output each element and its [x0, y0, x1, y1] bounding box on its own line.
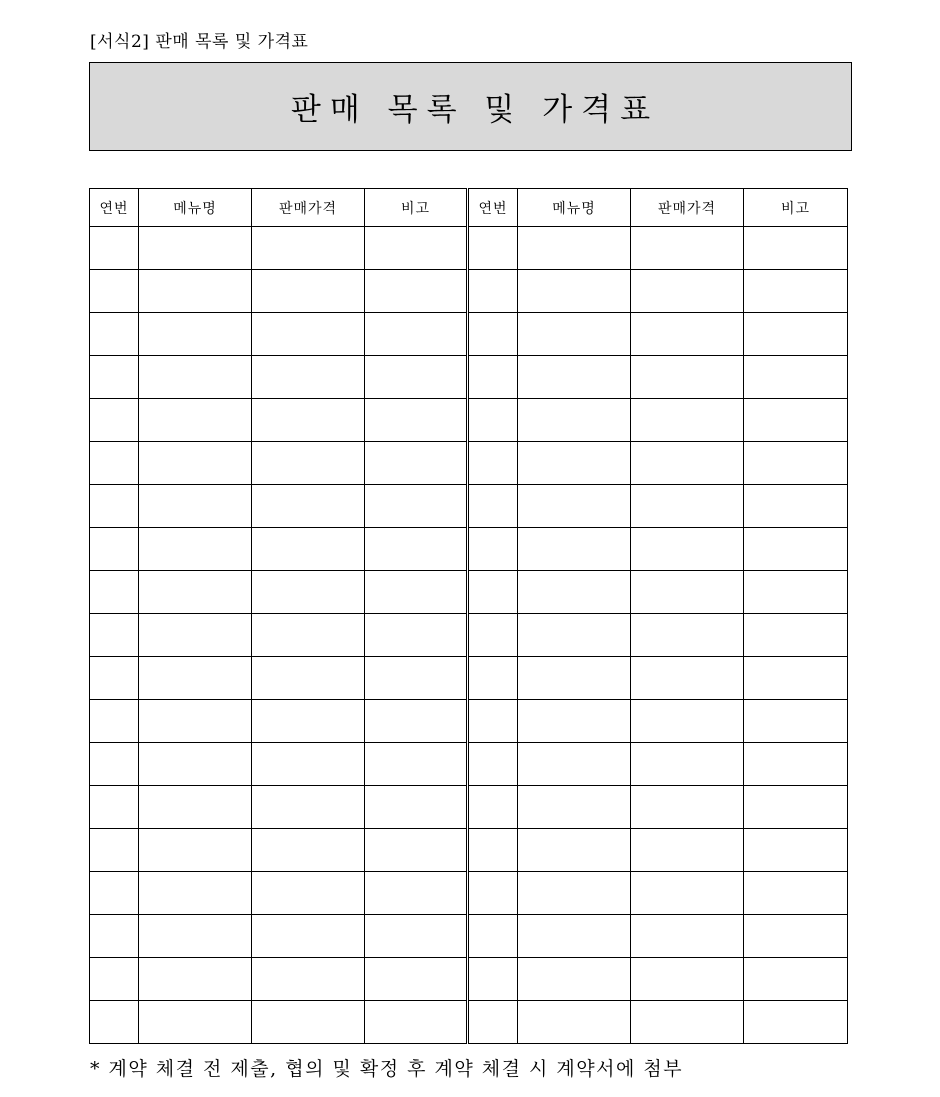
cell-menu-name-left[interactable] — [139, 958, 252, 1001]
cell-remarks-left[interactable] — [365, 227, 468, 270]
cell-sale-price-right[interactable] — [631, 614, 744, 657]
cell-serial-left[interactable] — [90, 485, 139, 528]
table-row — [90, 399, 848, 442]
table-row — [90, 1001, 848, 1044]
cell-sale-price-left[interactable] — [252, 743, 365, 786]
cell-sale-price-left[interactable] — [252, 829, 365, 872]
cell-remarks-left[interactable] — [365, 528, 468, 571]
cell-remarks-left[interactable] — [365, 786, 468, 829]
cell-menu-name-left[interactable] — [139, 485, 252, 528]
cell-menu-name-left[interactable] — [139, 614, 252, 657]
cell-menu-name-right[interactable] — [518, 399, 631, 442]
table-row — [90, 786, 848, 829]
cell-menu-name-right[interactable] — [518, 657, 631, 700]
cell-sale-price-right[interactable] — [631, 399, 744, 442]
cell-menu-name-left[interactable] — [139, 872, 252, 915]
cell-remarks-right[interactable] — [744, 313, 848, 356]
cell-serial-right[interactable] — [468, 227, 518, 270]
cell-serial-left[interactable] — [90, 227, 139, 270]
cell-sale-price-right[interactable] — [631, 270, 744, 313]
cell-remarks-right[interactable] — [744, 829, 848, 872]
cell-remarks-left[interactable] — [365, 614, 468, 657]
cell-serial-left[interactable] — [90, 700, 139, 743]
cell-menu-name-left[interactable] — [139, 227, 252, 270]
table-row — [90, 657, 848, 700]
cell-menu-name-left[interactable] — [139, 829, 252, 872]
cell-serial-right[interactable] — [468, 313, 518, 356]
cell-sale-price-left[interactable] — [252, 528, 365, 571]
cell-remarks-left[interactable] — [365, 313, 468, 356]
page-title: 판매 목록 및 가격표 — [290, 92, 660, 128]
header-serial-right: 연번 — [468, 189, 518, 227]
table-row — [90, 227, 848, 270]
sales-price-table — [89, 188, 848, 1044]
cell-menu-name-left[interactable] — [139, 571, 252, 614]
cell-remarks-right[interactable] — [744, 227, 848, 270]
cell-serial-left[interactable] — [90, 356, 139, 399]
cell-sale-price-right[interactable] — [631, 313, 744, 356]
cell-sale-price-left[interactable] — [252, 657, 365, 700]
cell-serial-left[interactable] — [90, 528, 139, 571]
cell-serial-left[interactable] — [90, 614, 139, 657]
cell-remarks-left[interactable] — [365, 872, 468, 915]
table-row — [90, 915, 848, 958]
cell-menu-name-left[interactable] — [139, 528, 252, 571]
cell-menu-name-right[interactable] — [518, 872, 631, 915]
cell-sale-price-left[interactable] — [252, 399, 365, 442]
cell-serial-left[interactable] — [90, 1001, 139, 1044]
table-row — [90, 829, 848, 872]
footnote: * 계약 체결 전 제출, 협의 및 확정 후 계약 체결 시 계약서에 첨부 — [90, 1058, 684, 1080]
cell-serial-right[interactable] — [468, 657, 518, 700]
cell-remarks-left[interactable] — [365, 442, 468, 485]
cell-remarks-right[interactable] — [744, 958, 848, 1001]
cell-menu-name-right[interactable] — [518, 614, 631, 657]
cell-serial-right[interactable] — [468, 1001, 518, 1044]
cell-sale-price-right[interactable] — [631, 485, 744, 528]
cell-serial-left[interactable] — [90, 399, 139, 442]
cell-sale-price-right[interactable] — [631, 1001, 744, 1044]
cell-sale-price-left[interactable] — [252, 786, 365, 829]
header-remarks-right: 비고 — [744, 189, 848, 227]
cell-serial-left[interactable] — [90, 313, 139, 356]
cell-sale-price-right[interactable] — [631, 700, 744, 743]
table-body — [90, 227, 848, 1044]
cell-serial-right[interactable] — [468, 399, 518, 442]
cell-serial-left[interactable] — [90, 786, 139, 829]
cell-sale-price-left[interactable] — [252, 1001, 365, 1044]
cell-sale-price-left[interactable] — [252, 442, 365, 485]
cell-sale-price-right[interactable] — [631, 872, 744, 915]
cell-menu-name-right[interactable] — [518, 313, 631, 356]
table-row — [90, 313, 848, 356]
cell-menu-name-right[interactable] — [518, 1001, 631, 1044]
table-row — [90, 485, 848, 528]
cell-remarks-left[interactable] — [365, 657, 468, 700]
cell-sale-price-right[interactable] — [631, 227, 744, 270]
header-serial-left: 연번 — [90, 189, 139, 227]
cell-menu-name-left[interactable] — [139, 743, 252, 786]
table-row — [90, 700, 848, 743]
cell-sale-price-right[interactable] — [631, 657, 744, 700]
cell-sale-price-left[interactable] — [252, 571, 365, 614]
cell-menu-name-right[interactable] — [518, 485, 631, 528]
cell-sale-price-right[interactable] — [631, 829, 744, 872]
cell-serial-right[interactable] — [468, 528, 518, 571]
cell-menu-name-right[interactable] — [518, 528, 631, 571]
cell-menu-name-left[interactable] — [139, 1001, 252, 1044]
cell-remarks-right[interactable] — [744, 356, 848, 399]
cell-remarks-left[interactable] — [365, 1001, 468, 1044]
cell-sale-price-right[interactable] — [631, 442, 744, 485]
cell-sale-price-right[interactable] — [631, 743, 744, 786]
cell-menu-name-right[interactable] — [518, 270, 631, 313]
cell-sale-price-left[interactable] — [252, 872, 365, 915]
table-row — [90, 270, 848, 313]
cell-remarks-left[interactable] — [365, 485, 468, 528]
cell-serial-right[interactable] — [468, 786, 518, 829]
cell-sale-price-right[interactable] — [631, 528, 744, 571]
cell-sale-price-left[interactable] — [252, 313, 365, 356]
cell-serial-right[interactable] — [468, 700, 518, 743]
cell-remarks-right[interactable] — [744, 485, 848, 528]
table-row — [90, 958, 848, 1001]
cell-serial-left[interactable] — [90, 915, 139, 958]
cell-serial-right[interactable] — [468, 958, 518, 1001]
cell-menu-name-left[interactable] — [139, 700, 252, 743]
cell-remarks-right[interactable] — [744, 399, 848, 442]
cell-serial-left[interactable] — [90, 872, 139, 915]
cell-remarks-right[interactable] — [744, 657, 848, 700]
cell-remarks-right[interactable] — [744, 872, 848, 915]
cell-remarks-left[interactable] — [365, 915, 468, 958]
cell-serial-right[interactable] — [468, 829, 518, 872]
cell-remarks-left[interactable] — [365, 399, 468, 442]
cell-menu-name-left[interactable] — [139, 442, 252, 485]
cell-serial-left[interactable] — [90, 958, 139, 1001]
cell-menu-name-right[interactable] — [518, 356, 631, 399]
header-menu-name-left: 메뉴명 — [139, 189, 252, 227]
header-sale-price-left: 판매가격 — [252, 189, 365, 227]
cell-serial-right[interactable] — [468, 872, 518, 915]
cell-remarks-right[interactable] — [744, 270, 848, 313]
cell-serial-left[interactable] — [90, 442, 139, 485]
cell-sale-price-left[interactable] — [252, 700, 365, 743]
cell-remarks-left[interactable] — [365, 270, 468, 313]
cell-serial-right[interactable] — [468, 485, 518, 528]
cell-serial-right[interactable] — [468, 614, 518, 657]
cell-remarks-left[interactable] — [365, 571, 468, 614]
table-row — [90, 614, 848, 657]
cell-remarks-left[interactable] — [365, 958, 468, 1001]
cell-remarks-right[interactable] — [744, 571, 848, 614]
cell-sale-price-right[interactable] — [631, 786, 744, 829]
cell-sale-price-right[interactable] — [631, 915, 744, 958]
cell-menu-name-right[interactable] — [518, 227, 631, 270]
cell-serial-right[interactable] — [468, 270, 518, 313]
cell-serial-left[interactable] — [90, 571, 139, 614]
cell-menu-name-right[interactable] — [518, 786, 631, 829]
cell-menu-name-left[interactable] — [139, 356, 252, 399]
header-remarks-left: 비고 — [365, 189, 468, 227]
cell-serial-right[interactable] — [468, 915, 518, 958]
cell-sale-price-left[interactable] — [252, 485, 365, 528]
cell-remarks-left[interactable] — [365, 829, 468, 872]
cell-menu-name-left[interactable] — [139, 399, 252, 442]
cell-menu-name-right[interactable] — [518, 829, 631, 872]
cell-remarks-left[interactable] — [365, 356, 468, 399]
cell-remarks-left[interactable] — [365, 700, 468, 743]
table-row — [90, 442, 848, 485]
cell-remarks-right[interactable] — [744, 743, 848, 786]
cell-sale-price-right[interactable] — [631, 958, 744, 1001]
table-row — [90, 872, 848, 915]
cell-serial-right[interactable] — [468, 356, 518, 399]
cell-sale-price-left[interactable] — [252, 614, 365, 657]
cell-serial-left[interactable] — [90, 829, 139, 872]
cell-menu-name-left[interactable] — [139, 313, 252, 356]
table-header-row — [90, 189, 848, 227]
cell-menu-name-right[interactable] — [518, 915, 631, 958]
cell-serial-left[interactable] — [90, 270, 139, 313]
table-row — [90, 356, 848, 399]
cell-sale-price-left[interactable] — [252, 958, 365, 1001]
cell-remarks-right[interactable] — [744, 915, 848, 958]
cell-menu-name-left[interactable] — [139, 915, 252, 958]
cell-remarks-right[interactable] — [744, 614, 848, 657]
table-row — [90, 743, 848, 786]
form-label: [서식2] 판매 목록 및 가격표 — [90, 32, 309, 52]
header-sale-price-right: 판매가격 — [631, 189, 744, 227]
table-row — [90, 528, 848, 571]
cell-serial-right[interactable] — [468, 571, 518, 614]
cell-remarks-right[interactable] — [744, 700, 848, 743]
cell-menu-name-right[interactable] — [518, 571, 631, 614]
header-menu-name-right: 메뉴명 — [518, 189, 631, 227]
cell-remarks-right[interactable] — [744, 1001, 848, 1044]
cell-menu-name-right[interactable] — [518, 743, 631, 786]
cell-sale-price-left[interactable] — [252, 270, 365, 313]
cell-menu-name-right[interactable] — [518, 958, 631, 1001]
cell-sale-price-left[interactable] — [252, 356, 365, 399]
cell-remarks-right[interactable] — [744, 528, 848, 571]
cell-menu-name-right[interactable] — [518, 700, 631, 743]
cell-menu-name-left[interactable] — [139, 786, 252, 829]
table-row — [90, 571, 848, 614]
cell-serial-left[interactable] — [90, 743, 139, 786]
cell-remarks-right[interactable] — [744, 786, 848, 829]
cell-remarks-right[interactable] — [744, 442, 848, 485]
cell-remarks-left[interactable] — [365, 743, 468, 786]
title-box — [89, 62, 852, 151]
cell-sale-price-left[interactable] — [252, 915, 365, 958]
cell-sale-price-right[interactable] — [631, 571, 744, 614]
cell-serial-right[interactable] — [468, 442, 518, 485]
cell-menu-name-left[interactable] — [139, 270, 252, 313]
cell-serial-right[interactable] — [468, 743, 518, 786]
cell-sale-price-right[interactable] — [631, 356, 744, 399]
cell-sale-price-left[interactable] — [252, 227, 365, 270]
cell-menu-name-left[interactable] — [139, 657, 252, 700]
cell-menu-name-right[interactable] — [518, 442, 631, 485]
cell-serial-left[interactable] — [90, 657, 139, 700]
